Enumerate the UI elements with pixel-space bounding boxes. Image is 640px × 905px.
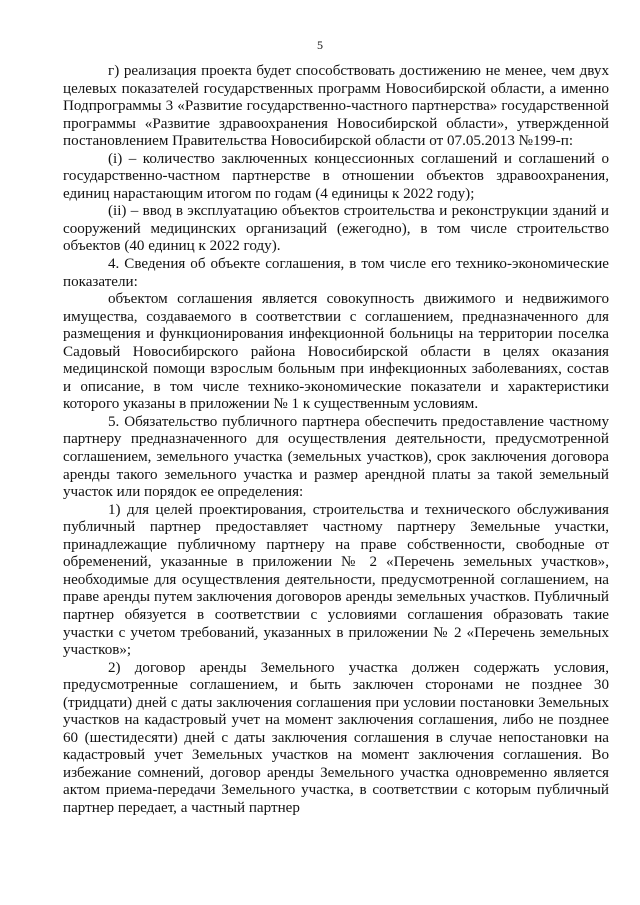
paragraph-section-5-heading: 5. Обязательство публичного партнера обеспечить предоставление частному партнеру предназначенного для осуществления деятельности, предусмотренной соглашением, земельного участка (земельных участков), срок заключения договора аренды такого земельного участка и размер арендной платы за такой земельный участок или порядок ее определения: xyxy=(63,413,609,501)
page-number: 5 xyxy=(317,38,323,52)
paragraph-project-outcome: г) реализация проекта будет способствовать достижению не менее, чем двух целевых показателей государственных программ Новосибирской области, а именно Подпрограммы 3 «Развитие государственно-частного партнерства» государственной программы «Развитие здравоохранения Новосибирской области», утвержденной постановлением Правительства Новосибирской области от 07.05.2013 №199-п: xyxy=(63,63,609,150)
paragraph-indicator-ii: (ii) – ввод в эксплуатацию объектов строительства и реконструкции зданий и сооружений медицинских организаций (ежегодно), в том числе строительство объектов (40 единиц к 2022 году). xyxy=(63,203,609,255)
paragraph-agreement-object: объектом соглашения является совокупность движимого и недвижимого имущества, создаваемого в соответствии с соглашением, предназначенного для размещения и функционирования инфекционной больницы на территории поселка Садовый Новосибирского района Новосибирской области в целях оказания медицинской помощи взрослым больным при инфекционных заболеваниях, состав и описание, в том числе технико-экономические показатели и характеристики которого указаны в приложении № 1 к существенным условиям. xyxy=(63,291,609,413)
document-body xyxy=(63,63,609,818)
paragraph-lease-agreement-2: 2) договор аренды Земельного участка должен содержать условия, предусмотренные соглашением, и быть заключен сторонами не позднее 30 (тридцати) дней с даты заключения соглашения при условии постановки Земельных участков на кадастровый учет на момент заключения соглашения, либо не позднее 60 (шестидесяти) дней с даты заключения соглашения в случае непостановки на кадастровый учет Земельных участков на момент заключения соглашения. Во избежание сомнений, договор аренды Земельного участка одновременно является актом приема-передачи Земельного участка, в соответствии с которым публичный партнер передает, а частный партнер xyxy=(63,659,609,816)
paragraph-section-4-heading: 4. Сведения об объекте соглашения, в том числе его технико-экономические показатели: xyxy=(63,256,609,290)
paragraph-land-provision-1: 1) для целей проектирования, строительства и технического обслуживания публичный партнер предоставляет частному партнеру Земельные участки, принадлежащие публичному партнеру на праве собственности, свободные от обременений, указанные в приложении № 2 «Перечень земельных участков», необходимые для осуществления деятельности, предусмотренной соглашением, на праве аренды путем заключения договоров аренды земельных участков. Публичный партнер обязуется в соответствии с условиями соглашения образовать такие участки с учетом требований, указанных в приложении № 2 «Перечень земельных участков»; xyxy=(63,501,609,659)
paragraph-indicator-i: (i) – количество заключенных концессионных соглашений и соглашений о государственно-частном партнерстве в отношении объектов здравоохранения, единиц нарастающим итогом по годам (4 единицы к 2022 году); xyxy=(63,150,609,202)
